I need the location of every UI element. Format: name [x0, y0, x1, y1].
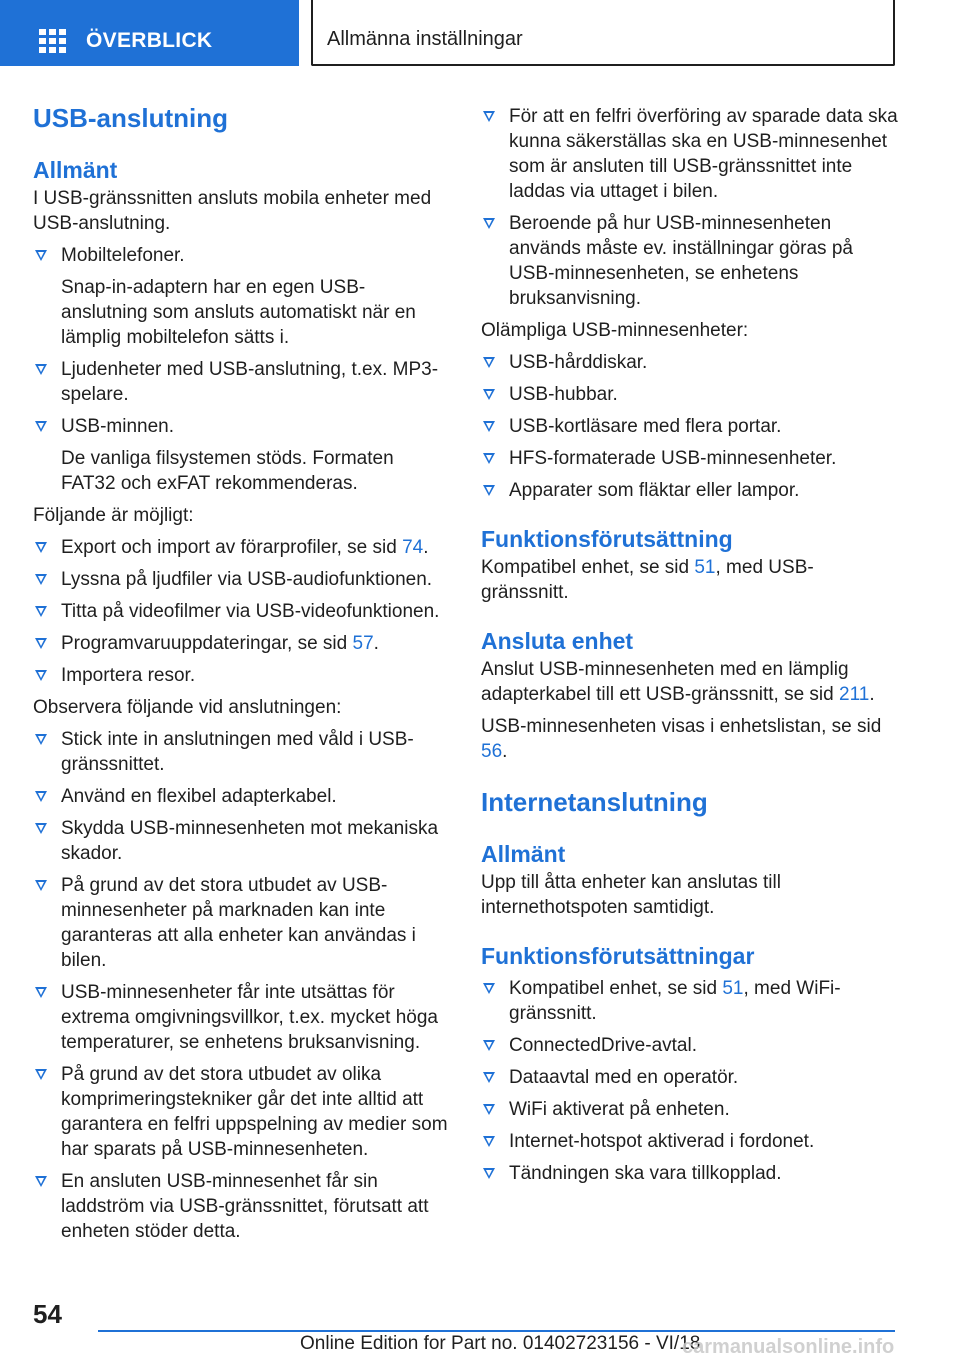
requirement-heading: Funktionsförutsättning	[481, 526, 733, 552]
triangle-bullet-icon	[483, 1168, 495, 1179]
general-heading: Allmänt	[33, 157, 118, 183]
internet-general-heading: Allmänt	[481, 841, 566, 867]
footer-divider	[98, 1330, 895, 1332]
list-item: Skydda USB-minnesenheten mot mekaniska skador.	[33, 816, 448, 866]
triangle-bullet-icon	[483, 218, 495, 229]
triangle-bullet-icon	[35, 734, 47, 745]
triangle-bullet-icon	[35, 250, 47, 261]
device-list	[33, 243, 448, 496]
usb-intro: I USB-gränssnitten ansluts mobila enheter med USB-anslutning.	[33, 188, 432, 234]
possible-label: Följande är möjligt:	[33, 505, 194, 526]
list-item: Tändningen ska vara tillkopplad.	[481, 1161, 901, 1186]
internet-requirements-list	[481, 976, 901, 1186]
grid-menu-icon	[39, 29, 67, 53]
triangle-bullet-icon	[483, 1040, 495, 1051]
triangle-bullet-icon	[35, 1069, 47, 1080]
list-item: Importera resor.	[33, 663, 448, 688]
connect-text: Anslut USB-minnesenheten med en lämplig adapterkabel till ett USB-gränssnitt, se sid 211.	[481, 659, 875, 705]
page-link[interactable]: 51	[694, 557, 716, 578]
unsuitable-list	[481, 350, 901, 503]
usb-connection-title: USB-anslutning	[33, 103, 228, 133]
page-link[interactable]: 74	[402, 537, 424, 558]
left-column	[33, 100, 448, 1244]
triangle-bullet-icon	[483, 389, 495, 400]
observe-label: Observera följande vid anslutningen:	[33, 697, 342, 718]
triangle-bullet-icon	[483, 111, 495, 122]
list-item: Mobiltelefoner. Snap-in-adaptern har en egen USB-anslutning som ansluts automatiskt när en lämplig mobiltelefon sätts i.	[33, 243, 448, 350]
list-item: Programvaruuppdateringar, se sid 57.	[33, 631, 448, 656]
triangle-bullet-icon	[35, 542, 47, 553]
list-item: USB-kortläsare med flera portar.	[481, 414, 901, 439]
observe-list	[33, 727, 448, 1244]
page-link[interactable]: 51	[722, 978, 744, 999]
triangle-bullet-icon	[35, 574, 47, 585]
list-item: Kompatibel enhet, se sid 51, med WiFi-gränssnitt.	[481, 976, 901, 1026]
triangle-bullet-icon	[35, 421, 47, 432]
list-item: Stick inte in anslutningen med våld i USB-gränssnittet.	[33, 727, 448, 777]
triangle-bullet-icon	[483, 453, 495, 464]
possible-list	[33, 535, 448, 688]
list-item: På grund av det stora utbudet av olika komprimeringstekniker går det inte alltid att garantera en felfri uppspelning av medier som har sparats på USB-minnesenheten.	[33, 1062, 448, 1162]
list-item: Ljudenheter med USB-anslutning, t.ex. MP3-spelare.	[33, 357, 448, 407]
triangle-bullet-icon	[35, 987, 47, 998]
page-link[interactable]: 211	[839, 684, 870, 705]
page-link[interactable]: 57	[352, 633, 374, 654]
triangle-bullet-icon	[483, 1136, 495, 1147]
list-item: USB-minnen. De vanliga filsystemen stöds. Formaten FAT32 och exFAT rekommenderas.	[33, 414, 448, 496]
list-item: WiFi aktiverat på enheten.	[481, 1097, 901, 1122]
list-item: Beroende på hur USB-minnesenheten används måste ev. inställningar göras på USB-minnesenheten, se enhetens bruksanvisning.	[481, 211, 901, 311]
page-header	[0, 0, 960, 66]
overview-tab[interactable]	[0, 0, 299, 66]
shown-text: USB-minnesenheten visas i enhetslistan, se sid 56.	[481, 716, 882, 762]
watermark-text: carmanualsonline.info	[682, 1336, 895, 1358]
connect-heading: Ansluta enhet	[481, 628, 634, 654]
list-item: Titta på videofilmer via USB-videofunktionen.	[33, 599, 448, 624]
observe-list-continued	[481, 104, 901, 311]
triangle-bullet-icon	[35, 880, 47, 891]
list-item: Apparater som fläktar eller lampor.	[481, 478, 901, 503]
list-item: En ansluten USB-minnesenhet får sin laddström via USB-gränssnittet, förutsatt att enheten stöder detta.	[33, 1169, 448, 1244]
list-item: Export och import av förarprofiler, se sid 74.	[33, 535, 448, 560]
list-item: På grund av det stora utbudet av USB-minnesenheter på marknaden kan inte garanteras att alla enheter kan användas i bilen.	[33, 873, 448, 973]
triangle-bullet-icon	[483, 1104, 495, 1115]
triangle-bullet-icon	[35, 791, 47, 802]
edition-text: Online Edition for Part no. 01402723156 - VI/18	[300, 1333, 701, 1354]
page-number: 54	[33, 1299, 62, 1329]
triangle-bullet-icon	[483, 983, 495, 994]
list-item: Lyssna på ljudfiler via USB-audiofunktionen.	[33, 567, 448, 592]
triangle-bullet-icon	[483, 485, 495, 496]
unsuitable-label: Olämpliga USB-minnesenheter:	[481, 320, 749, 341]
page-link[interactable]: 56	[481, 741, 503, 762]
section-tab[interactable]	[311, 0, 895, 66]
list-item: USB-hubbar.	[481, 382, 901, 407]
list-item: ConnectedDrive-avtal.	[481, 1033, 901, 1058]
section-title: Allmänna inställningar	[327, 28, 523, 50]
triangle-bullet-icon	[483, 357, 495, 368]
triangle-bullet-icon	[483, 1072, 495, 1083]
triangle-bullet-icon	[35, 670, 47, 681]
list-item: För att en felfri överföring av sparade data ska kunna säkerställas ska en USB-minnesenhet som är ansluten till USB-gränssnittet inte laddas via uttaget i bilen.	[481, 104, 901, 204]
triangle-bullet-icon	[35, 823, 47, 834]
list-item: Internet-hotspot aktiverad i fordonet.	[481, 1129, 901, 1154]
triangle-bullet-icon	[35, 638, 47, 649]
triangle-bullet-icon	[35, 1176, 47, 1187]
list-item: USB-minnesenheter får inte utsättas för extrema omgivningsvillkor, t.ex. mycket höga temperaturer, se enhetens bruksanvisning.	[33, 980, 448, 1055]
triangle-bullet-icon	[35, 364, 47, 375]
list-item: HFS-formaterade USB-minnesenheter.	[481, 446, 901, 471]
internet-intro: Upp till åtta enheter kan anslutas till internethotspoten samtidigt.	[481, 872, 781, 918]
requirement-text: Kompatibel enhet, se sid 51, med USB-gränssnitt.	[481, 557, 814, 603]
triangle-bullet-icon	[35, 606, 47, 617]
list-item: Dataavtal med en operatör.	[481, 1065, 901, 1090]
internet-connection-title: Internetanslutning	[481, 787, 708, 817]
internet-requirements-heading: Funktionsförutsättningar	[481, 943, 755, 969]
triangle-bullet-icon	[483, 421, 495, 432]
list-item: Använd en flexibel adapterkabel.	[33, 784, 448, 809]
overview-label: ÖVERBLICK	[86, 29, 213, 52]
right-column	[481, 100, 901, 1186]
list-item: USB-hårddiskar.	[481, 350, 901, 375]
